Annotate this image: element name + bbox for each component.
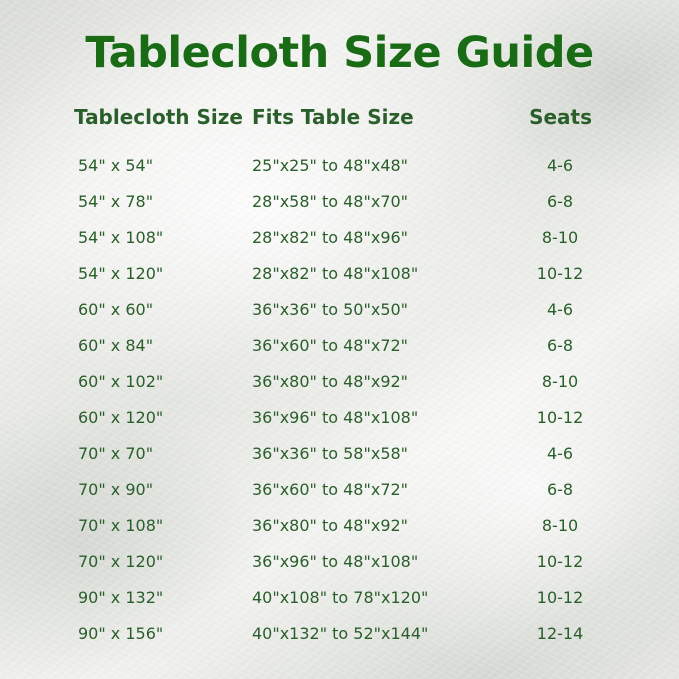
table-row (36, 399, 643, 435)
cell-fits-table-size: 36"x36" to 58"x58" (251, 443, 409, 463)
column-header-tablecloth-size: Tablecloth Size (74, 105, 243, 129)
cell-fits-table-size: 40"x108" to 78"x120" (251, 587, 429, 607)
cell-seats: 10-12 (536, 263, 584, 283)
cell-fits-table-size: 36"x36" to 50"x50" (251, 299, 409, 319)
table-header (36, 104, 643, 147)
cell-tablecloth-size: 90" x 132" (78, 587, 164, 607)
cell-seats: 10-12 (536, 551, 584, 571)
cell-seats: 12-14 (536, 623, 584, 643)
table-row (36, 543, 643, 579)
table-row (36, 291, 643, 327)
cell-tablecloth-size: 60" x 84" (78, 335, 154, 355)
table-row (36, 363, 643, 399)
cell-seats: 8-10 (541, 227, 579, 247)
table-row (36, 147, 643, 183)
cell-fits-table-size: 36"x96" to 48"x108" (251, 407, 419, 427)
cell-seats: 4-6 (546, 155, 574, 175)
table-row (36, 327, 643, 363)
cell-tablecloth-size: 70" x 90" (78, 479, 154, 499)
cell-seats: 6-8 (546, 191, 574, 211)
cell-fits-table-size: 36"x96" to 48"x108" (251, 551, 419, 571)
cell-seats: 4-6 (546, 443, 574, 463)
size-guide-table (36, 104, 643, 651)
table-row (36, 471, 643, 507)
cell-tablecloth-size: 54" x 108" (78, 227, 164, 247)
cell-fits-table-size: 36"x80" to 48"x92" (251, 371, 409, 391)
cell-seats: 10-12 (536, 587, 584, 607)
table-body (36, 147, 643, 651)
table-row (36, 255, 643, 291)
cell-tablecloth-size: 54" x 120" (78, 263, 164, 283)
cell-fits-table-size: 36"x60" to 48"x72" (251, 335, 409, 355)
column-header-fits-table-size: Fits Table Size (251, 105, 414, 129)
table-row (36, 579, 643, 615)
cell-fits-table-size: 36"x60" to 48"x72" (251, 479, 409, 499)
cell-tablecloth-size: 60" x 60" (78, 299, 154, 319)
cell-seats: 8-10 (541, 371, 579, 391)
cell-fits-table-size: 28"x82" to 48"x96" (251, 227, 409, 247)
cell-fits-table-size: 25"x25" to 48"x48" (251, 155, 409, 175)
cell-fits-table-size: 40"x132" to 52"x144" (251, 623, 429, 643)
cell-fits-table-size: 28"x82" to 48"x108" (251, 263, 419, 283)
cell-tablecloth-size: 54" x 54" (78, 155, 154, 175)
cell-tablecloth-size: 70" x 70" (78, 443, 154, 463)
table-row (36, 507, 643, 543)
column-header-seats: Seats (529, 105, 592, 129)
cell-seats: 10-12 (536, 407, 584, 427)
page-title: Tablecloth Size Guide (85, 28, 594, 78)
cell-tablecloth-size: 70" x 108" (78, 515, 164, 535)
table-row (36, 615, 643, 651)
table-row (36, 219, 643, 255)
cell-fits-table-size: 28"x58" to 48"x70" (251, 191, 409, 211)
cell-seats: 6-8 (546, 335, 574, 355)
table-header-row (36, 104, 643, 147)
cell-seats: 4-6 (546, 299, 574, 319)
table-row (36, 183, 643, 219)
cell-tablecloth-size: 90" x 156" (78, 623, 164, 643)
cell-tablecloth-size: 60" x 102" (78, 371, 164, 391)
cell-fits-table-size: 36"x80" to 48"x92" (251, 515, 409, 535)
cell-tablecloth-size: 60" x 120" (78, 407, 164, 427)
cell-seats: 8-10 (541, 515, 579, 535)
table-row (36, 435, 643, 471)
cell-tablecloth-size: 54" x 78" (78, 191, 154, 211)
cell-seats: 6-8 (546, 479, 574, 499)
cell-tablecloth-size: 70" x 120" (78, 551, 164, 571)
